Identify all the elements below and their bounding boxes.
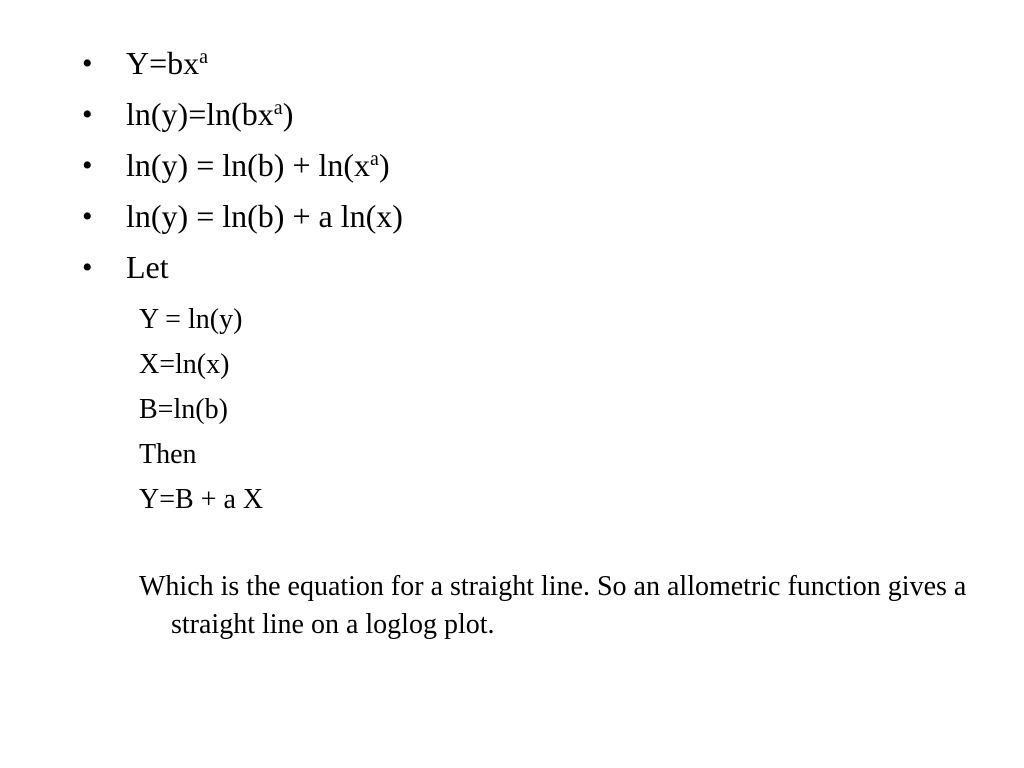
sub-item-b-definition: B=ln(b) <box>139 394 228 425</box>
bullet-dot-icon: • <box>82 251 93 284</box>
bullet-superscript: a <box>199 46 209 68</box>
sub-list <box>139 297 263 522</box>
bullet-dot-icon: • <box>82 149 93 182</box>
bullet-text-after: ) <box>378 147 390 183</box>
bullet-item-log-both-sides <box>82 89 403 140</box>
sub-item-x-definition: X=ln(x) <box>139 349 230 380</box>
bullet-item-power-law <box>82 38 403 89</box>
bullet-text: Y=bx <box>126 45 200 81</box>
bullet-text: ln(y) = ln(b) + a ln(x) <box>126 198 403 234</box>
bullet-text: ln(y) = ln(b) + ln(x <box>126 147 371 183</box>
sub-item-y-definition: Y = ln(y) <box>139 304 243 335</box>
bullet-text: ln(y)=ln(bx <box>126 96 274 132</box>
bullet-superscript: a <box>273 97 283 119</box>
bullet-item-log-power <box>82 191 403 242</box>
bullet-dot-icon: • <box>82 98 93 131</box>
bullet-text-after: ) <box>282 96 294 132</box>
bullet-item-log-product <box>82 140 403 191</box>
sub-item-then: Then <box>139 439 197 470</box>
bullet-item-let <box>82 242 403 293</box>
bullet-dot-icon: • <box>82 200 93 233</box>
sub-item-linear-equation: Y=B + a X <box>139 484 264 515</box>
bullet-text: Let <box>126 249 169 285</box>
bullet-superscript: a <box>370 148 379 170</box>
conclusion-text: Which is the equation for a straight line. So an allometric function gives a straight line on a loglog plot. <box>139 571 967 640</box>
bullet-list <box>82 38 403 293</box>
bullet-dot-icon: • <box>82 47 93 80</box>
